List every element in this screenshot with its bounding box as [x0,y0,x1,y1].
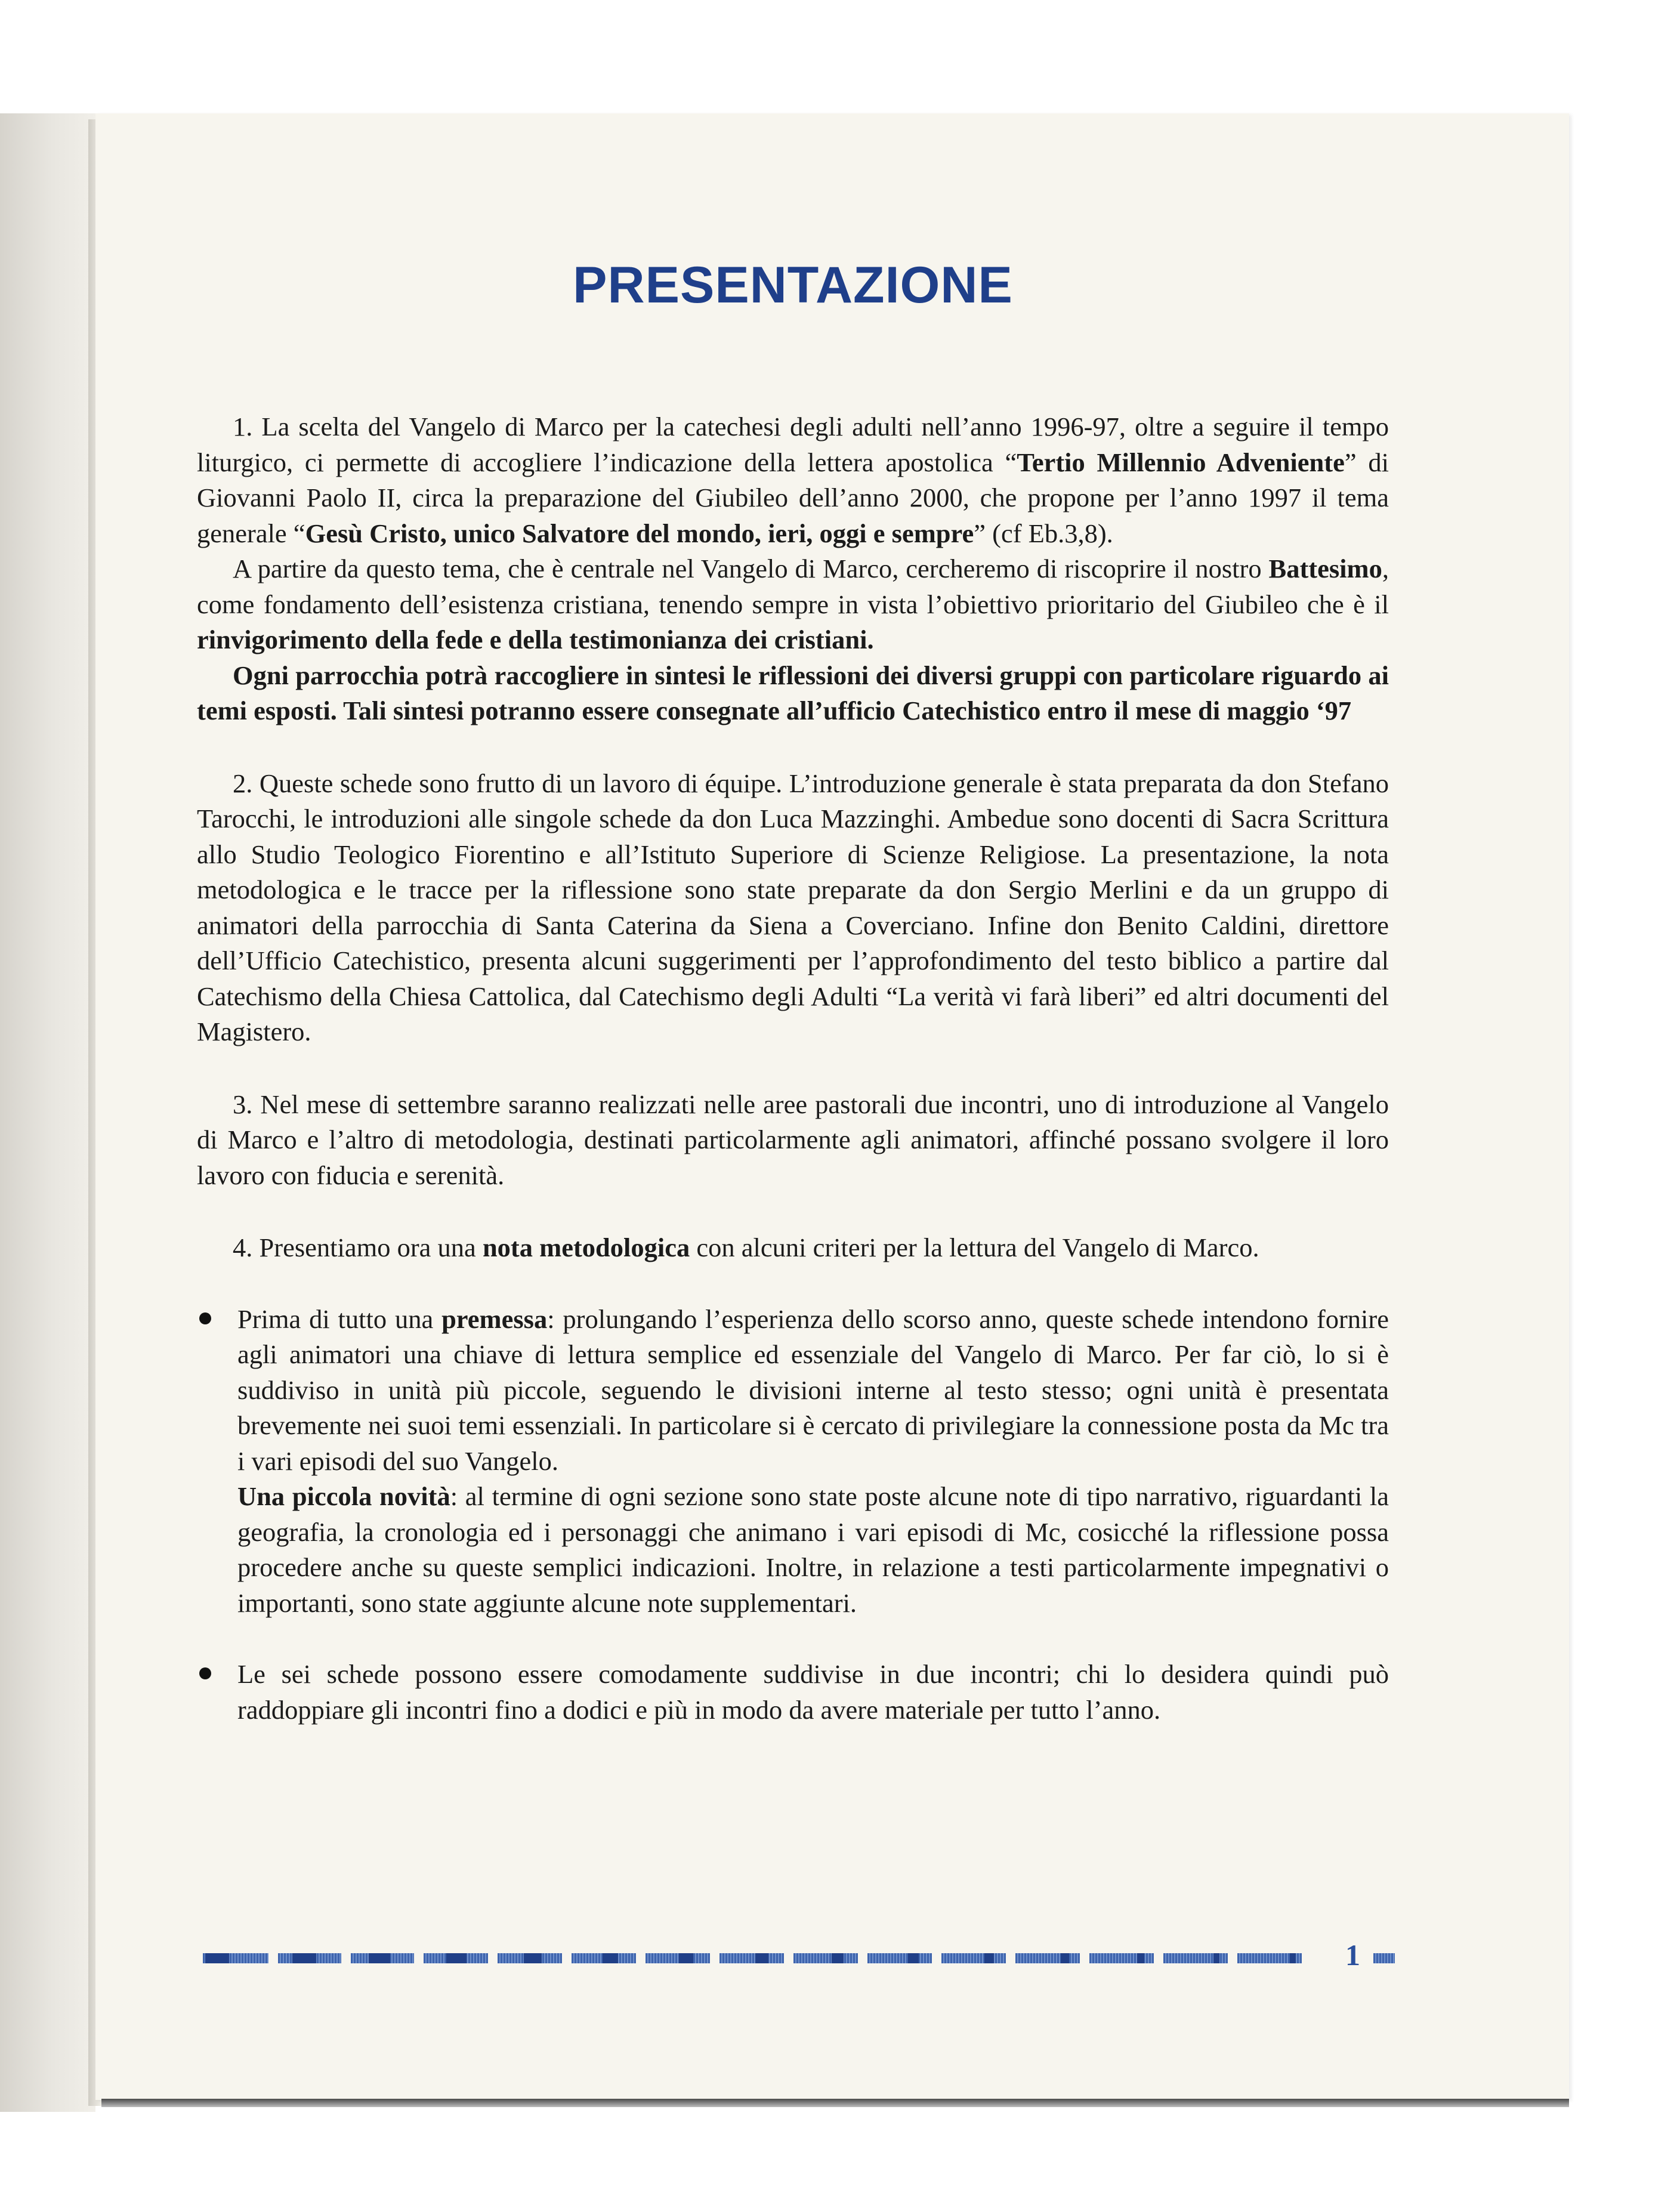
section-2-text: 2. Queste schede sono frutto di un lavoro di équipe. L’introduzione generale è stata preparata da don Stefano Tarocchi, le introduzioni alle singole schede da don Luca Mazzinghi. Ambedue sono docenti di Sacra Scrittura allo Studio Teologico Fiorentino e all’Istituto Superiore di Scienze Religiose. La presentazione, la nota metodologica e le tracce per la riflessione sono state preparate da don Sergio Merlini e da un gruppo di animatori della parrocchia di Santa Caterina da Siena a Coverciano. Infine don Benito Caldini, direttore dell’Ufficio Catechistico, presenta alcuni suggerimenti per l’approfondimento del testo biblico a partire dal Catechismo della Chiesa Cattolica, dal Catechismo degli Adulti “La verità vi farà liberi” ed altri documenti del Magistero. [197,768,1389,1046]
footer-segment [867,1953,932,1963]
emphasis: rinvigorimento della fede e della testimonianza dei cristiani. [197,625,874,654]
footer-segment [1373,1953,1395,1963]
text-run: , come fondamento dell’esistenza cristiana, tenendo sempre in vista l’obiettivo prioritario del Giubileo che è il [197,554,1389,619]
emphasis: Battesimo [1268,554,1382,583]
footer-segment [572,1953,636,1963]
section-1-paragraph-2 [197,551,1389,658]
text-run: : al termine di ogni sezione sono state poste alcune note di tipo narrativo, riguardanti la geografia, la cronologia ed i personaggi che animano i vari episodi di Mc, cosicché la riflessione possa procedere anche su queste semplici indicazioni. Inoltre, in relazione a testi particolarmente impegnativi o importanti, sono state aggiunte alcune note supplementari. [237,1481,1389,1618]
footer-segment [203,1953,268,1963]
footer-segment [1015,1953,1080,1963]
section-2 [197,766,1389,1050]
emphasis: premessa [441,1304,548,1334]
section-4 [197,1230,1389,1266]
footer-segment [424,1953,488,1963]
text-run: con alcuni criteri per la lettura del Vangelo di Marco. [690,1233,1259,1262]
text-run: ” (cf Eb.3,8). [974,518,1113,548]
section-1 [197,409,1389,729]
footer-segment [498,1953,562,1963]
bullet-paragraph: Le sei schede possono essere comodamente suddivise in due incontri; chi lo desidera quindi può raddoppiare gli incontri fino a dodici e più in modo da avere materiale per tutto l’anno. [237,1659,1389,1725]
letter-title: Tertio Millennio Adveniente [1017,447,1345,477]
bullet-dot-icon [199,1667,211,1679]
section-number: 1. [233,412,253,441]
section-1-paragraph-1 [197,409,1389,551]
bullet-dot-icon [199,1312,211,1324]
footer-segment [646,1953,710,1963]
bullet-paragraph [237,1479,1389,1621]
emphasis: nota metodologica [482,1233,690,1262]
page-bottom-edge [101,2099,1569,2107]
bullet-item-schede [197,1657,1389,1728]
parish-note: Ogni parrocchia potrà raccogliere in sintesi le riflessioni dei diversi gruppi con particolare riguardo ai temi esposti. Tali sintesi potranno essere consegnate all’ufficio Catechistico entro il mese di maggio ‘97 [197,660,1389,725]
footer-segment [351,1953,414,1963]
decorative-footer-bar [203,1938,1395,1972]
text-run: La scelta del Vangelo di Marco per la catechesi degli adulti nell’anno 1996-97, oltre a seguire il tempo liturgico, ci permette di accogliere l’indicazione della lettera apostolica “ [197,412,1389,477]
footer-segment [941,1953,1006,1963]
footer-segment [278,1953,341,1963]
section-1-paragraph-3 [197,658,1389,729]
left-page-edge [0,113,95,2112]
text-run: : prolungando l’esperienza dello scorso anno, queste schede intendono fornire agli animatori una chiave di lettura semplice ed essenziale del Vangelo di Marco. Per far ciò, lo si è suddiviso in unità più piccole, seguendo le divisioni interne al testo stesso; ogni unità è presentata brevemente nei suoi temi essenziali. In particolare si è cercato di privilegiare la connessione posta da Mc tra i vari episodi del suo Vangelo. [237,1304,1389,1476]
page-content [197,257,1389,1728]
bullet-item-premessa [197,1302,1389,1621]
page-number: 1 [1345,1938,1360,1972]
footer-segment [793,1953,858,1963]
jubilee-theme: Gesù Cristo, unico Salvatore del mondo, ieri, oggi e sempre [305,518,974,548]
text-run: 4. Presentiamo ora una [233,1233,483,1262]
footer-segment [1089,1953,1154,1963]
footer-segment [1163,1953,1228,1963]
section-3-text: 3. Nel mese di settembre saranno realizzati nelle aree pastorali due incontri, uno di introduzione al Vangelo di Marco e l’altro di metodologia, destinati particolarmente agli animatori, affinché possano svolgere il loro lavoro con fiducia e serenità. [197,1089,1389,1190]
bullet-paragraph [237,1302,1389,1480]
section-3 [197,1087,1389,1194]
footer-segment [719,1953,784,1963]
emphasis: Una piccola novità [237,1481,450,1511]
text-run: ” di Giovanni Paolo II, circa la preparazione del Giubileo dell’anno 2000, che propone per l’anno 1997 il tema generale “ [197,447,1389,548]
text-run: Prima di tutto una [237,1304,442,1334]
footer-segment [1237,1953,1302,1963]
page-title: PRESENTAZIONE [573,257,1013,314]
text-run: A partire da questo tema, che è centrale nel Vangelo di Marco, cercheremo di riscoprire il nostro [233,554,1269,583]
